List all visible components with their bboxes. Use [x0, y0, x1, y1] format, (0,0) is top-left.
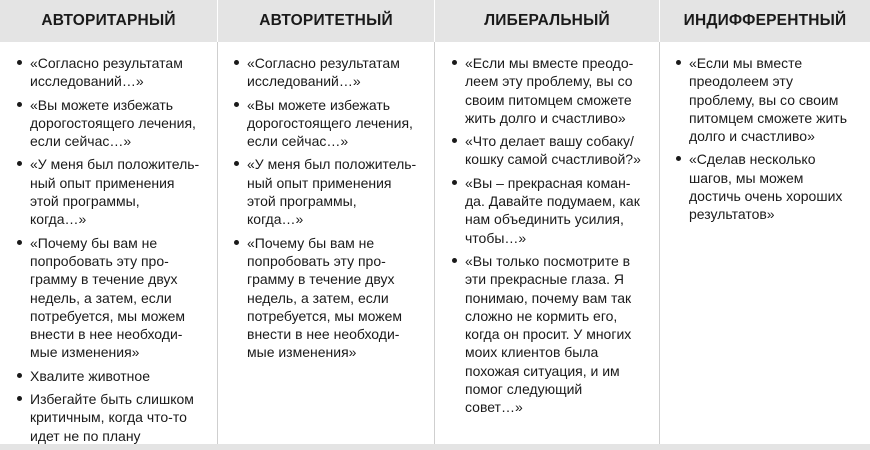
- header-indifferent: ИНДИФФЕРЕНТНЫЙ: [683, 12, 847, 29]
- item-text-line: питомцем сможете жить: [689, 109, 847, 126]
- item-text-line: «Согласно результатам: [247, 55, 400, 71]
- item-text-line: леем эту проблему, вы со: [465, 73, 633, 90]
- list-item: [676, 54, 862, 145]
- bottom-bar: [0, 444, 870, 450]
- header-divider: [217, 0, 218, 42]
- item-text-line: моих клиентов была: [465, 344, 599, 361]
- item-text-line: попробовать эту про-: [30, 252, 169, 269]
- item-text-line: «Вы можете избежать: [247, 96, 391, 113]
- item-text-line: ный опыт применения: [30, 174, 175, 191]
- item-text-line: своим питомцем сможете: [465, 91, 632, 108]
- item-text-line: «У меня был положитель-: [247, 156, 417, 173]
- list-item: [234, 54, 424, 91]
- column-indifferent: [660, 42, 870, 450]
- item-text-line: эти прекрасные глаза. Я: [465, 271, 624, 288]
- item-list: [234, 54, 424, 362]
- header-authoritarian: АВТОРИТАРНЫЙ: [41, 12, 176, 29]
- list-item: [234, 155, 424, 228]
- item-list: [452, 54, 651, 417]
- item-text-line: если сейчас…»: [247, 133, 349, 150]
- item-text-line: «Если мы вместе преодо-: [465, 55, 634, 71]
- item-text-line: грамму в течение двух: [247, 271, 395, 288]
- column-liberal: [435, 42, 659, 450]
- list-item: [452, 252, 651, 417]
- item-text-line: да. Давайте подумаем, как: [465, 193, 640, 210]
- item-text-line: мые изменения»: [30, 344, 140, 361]
- column-divider: [217, 42, 218, 450]
- list-item: [17, 234, 207, 362]
- header-divider: [659, 0, 660, 42]
- item-text-line: дорогостоящего лечения,: [30, 114, 196, 131]
- item-text-line: если сейчас…»: [30, 133, 132, 150]
- item-text-line: «У меня был положитель-: [30, 156, 200, 173]
- item-list: [17, 54, 207, 445]
- item-text-line: долго и счастливо»: [689, 128, 815, 145]
- item-text-line: ный опыт применения: [247, 174, 392, 191]
- item-text-line: исследований…»: [30, 73, 144, 90]
- list-item: [452, 54, 651, 127]
- item-text-line: «Почему бы вам не: [30, 234, 158, 251]
- item-text-line: понимаю, почему вам так: [465, 289, 632, 306]
- item-text-line: «Что делает вашу собаку/: [465, 133, 634, 150]
- item-text-line: потребуется, мы можем: [247, 307, 402, 324]
- item-text-line: Избегайте быть слишком: [30, 391, 194, 408]
- list-item: [17, 155, 207, 228]
- item-text-line: когда…»: [30, 211, 87, 228]
- list-item: [17, 367, 207, 385]
- item-text-line: недель, а затем, если: [247, 289, 389, 306]
- item-text-line: внести в нее необходи-: [30, 326, 183, 343]
- list-item: [234, 234, 424, 362]
- item-text-line: «Согласно результатам: [30, 55, 183, 71]
- item-text-line: этой программы,: [247, 193, 357, 210]
- header-divider: [434, 0, 435, 42]
- item-text-line: попробовать эту про-: [247, 252, 386, 269]
- list-item: [452, 132, 651, 169]
- item-list: [676, 54, 862, 224]
- item-text-line: «Вы можете избежать: [30, 96, 174, 113]
- item-text-line: идет не по плану: [30, 427, 141, 444]
- item-text-line: «Если мы вместе: [689, 55, 803, 71]
- item-text-line: похожая ситуация, и им: [465, 362, 620, 379]
- item-text-line: критичным, когда что-то: [30, 409, 187, 426]
- item-text-line: совет…»: [465, 399, 523, 416]
- item-text-line: мые изменения»: [247, 344, 357, 361]
- item-text-line: «Почему бы вам не: [247, 234, 375, 251]
- item-text-line: внести в нее необходи-: [247, 326, 400, 343]
- item-text-line: результатов»: [689, 206, 775, 223]
- item-text-line: «Вы – прекрасная коман-: [465, 174, 631, 191]
- item-text-line: недель, а затем, если: [30, 289, 172, 306]
- item-text-line: исследований…»: [247, 73, 361, 90]
- item-text-line: когда он просит. У многих: [465, 326, 632, 343]
- column-authoritative: [218, 42, 434, 450]
- list-item: [17, 390, 207, 445]
- item-text-line: «Сделав несколько: [689, 151, 816, 168]
- item-text-line: чтобы…»: [465, 229, 527, 246]
- column-authoritarian: [0, 42, 217, 450]
- item-text-line: достичь очень хороших: [689, 188, 843, 205]
- item-text-line: нам объединить усилия,: [465, 211, 624, 228]
- item-text-line: сложно не кормить его,: [465, 307, 618, 324]
- item-text-line: Хвалите животное: [30, 367, 150, 384]
- item-text-line: преодолеем эту: [689, 73, 793, 90]
- item-text-line: шагов, мы можем: [689, 169, 804, 186]
- item-text-line: помог следующий: [465, 381, 583, 398]
- item-text-line: потребуется, мы можем: [30, 307, 185, 324]
- column-divider: [434, 42, 435, 450]
- item-text-line: кошку самой счастливой?»: [465, 151, 641, 168]
- header-authoritative: АВТОРИТЕТНЫЙ: [259, 12, 393, 29]
- header-liberal: ЛИБЕРАЛЬНЫЙ: [484, 12, 610, 29]
- item-text-line: проблему, вы со своим: [689, 91, 839, 108]
- column-divider: [659, 42, 660, 450]
- item-text-line: жить долго и счастливо»: [465, 109, 626, 126]
- item-text-line: «Вы только посмотрите в: [465, 252, 631, 269]
- item-text-line: дорогостоящего лечения,: [247, 114, 413, 131]
- item-text-line: грамму в течение двух: [30, 271, 178, 288]
- list-item: [234, 96, 424, 151]
- list-item: [17, 96, 207, 151]
- item-text-line: этой программы,: [30, 193, 140, 210]
- item-text-line: когда…»: [247, 211, 304, 228]
- list-item: [17, 54, 207, 91]
- list-item: [452, 174, 651, 247]
- list-item: [676, 150, 862, 223]
- header-row: [0, 0, 870, 42]
